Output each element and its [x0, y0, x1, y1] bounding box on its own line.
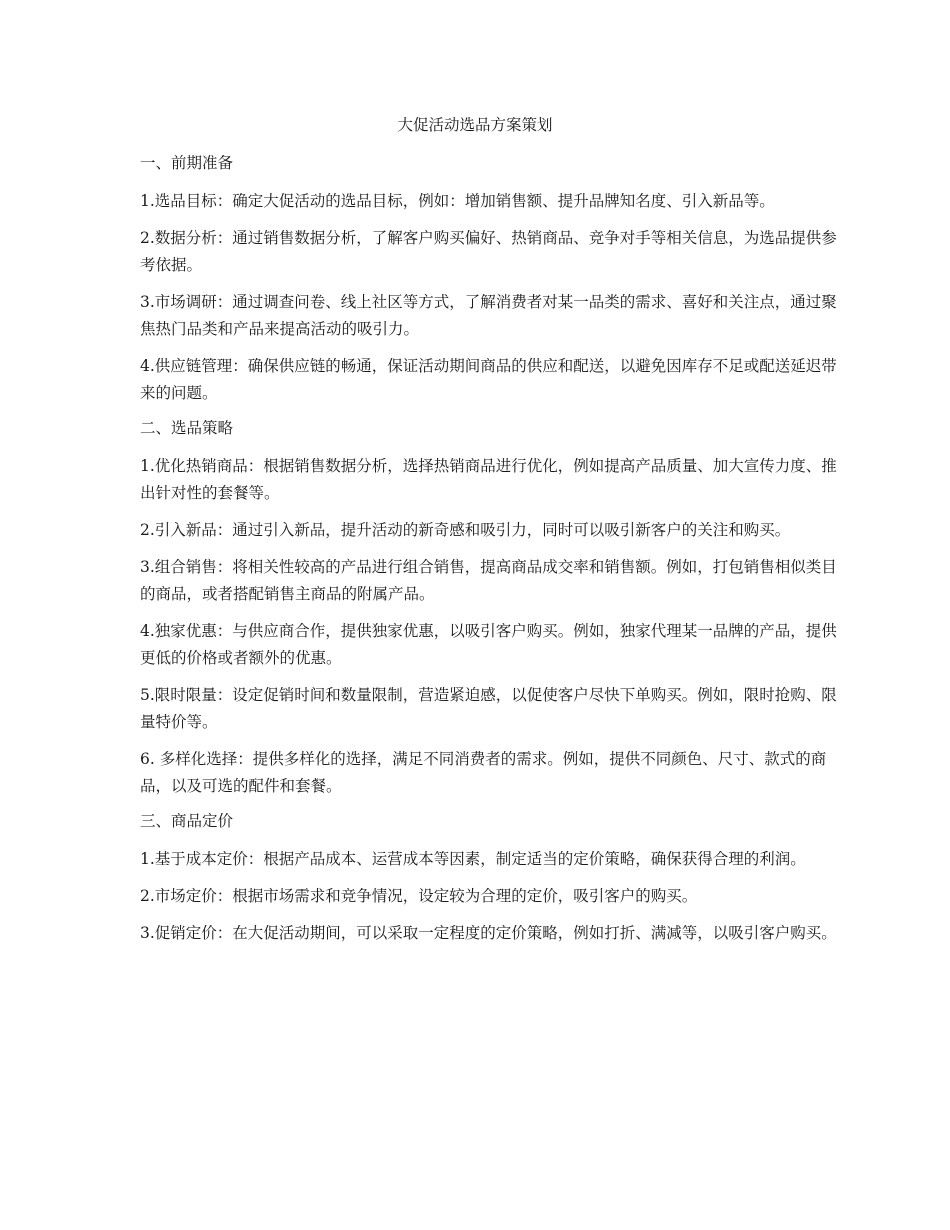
paragraph: 3.促销定价：在大促活动期间，可以采取一定程度的定价策略，例如打折、满减等，以吸引客户购买。	[140, 924, 837, 942]
paragraph: 2.数据分析：通过销售数据分析，了解客户购买偏好、热销商品、竞争对手等相关信息，为选品提供参考依据。	[140, 229, 837, 274]
paragraph: 1.选品目标：确定大促活动的选品目标，例如：增加销售额、提升品牌知名度、引入新品等。	[140, 192, 775, 210]
document-body	[140, 152, 840, 957]
section-heading: 二、选品策略	[140, 419, 234, 437]
section-heading: 三、商品定价	[140, 812, 234, 830]
paragraph: 3.组合销售：将相关性较高的产品进行组合销售，提高商品成交率和销售额。例如，打包销售相似类目的商品，或者搭配销售主商品的附属产品。	[140, 558, 837, 603]
paragraph: 4.供应链管理：确保供应链的畅通，保证活动期间商品的供应和配送，以避免因库存不足或配送延迟带来的问题。	[140, 357, 837, 402]
paragraph: 2.引入新品：通过引入新品，提升活动的新奇感和吸引力，同时可以吸引新客户的关注和购买。	[140, 521, 791, 539]
paragraph: 1.优化热销商品：根据销售数据分析，选择热销商品进行优化，例如提高产品质量、加大宣传力度、推出针对性的套餐等。	[140, 457, 837, 502]
document-title: 大促活动选品方案策划	[397, 116, 553, 134]
paragraph: 3.市场调研：通过调查问卷、线上社区等方式，了解消费者对某一品类的需求、喜好和关注点，通过聚焦热门品类和产品来提高活动的吸引力。	[140, 293, 837, 338]
paragraph: 6. 多样化选择：提供多样化的选择，满足不同消费者的需求。例如，提供不同颜色、尺寸、款式的商品，以及可选的配件和套餐。	[140, 750, 827, 795]
section-heading: 一、前期准备	[140, 154, 234, 172]
paragraph: 2.市场定价：根据市场需求和竞争情况，设定较为合理的定价，吸引客户的购买。	[140, 887, 698, 905]
paragraph: 4.独家优惠：与供应商合作，提供独家优惠，以吸引客户购买。例如，独家代理某一品牌的产品，提供更低的价格或者额外的优惠。	[140, 622, 837, 667]
paragraph: 1.基于成本定价：根据产品成本、运营成本等因素，制定适当的定价策略，确保获得合理的利润。	[140, 850, 806, 868]
paragraph: 5.限时限量：设定促销时间和数量限制，营造紧迫感，以促使客户尽快下单购买。例如，限时抢购、限量特价等。	[140, 686, 837, 731]
